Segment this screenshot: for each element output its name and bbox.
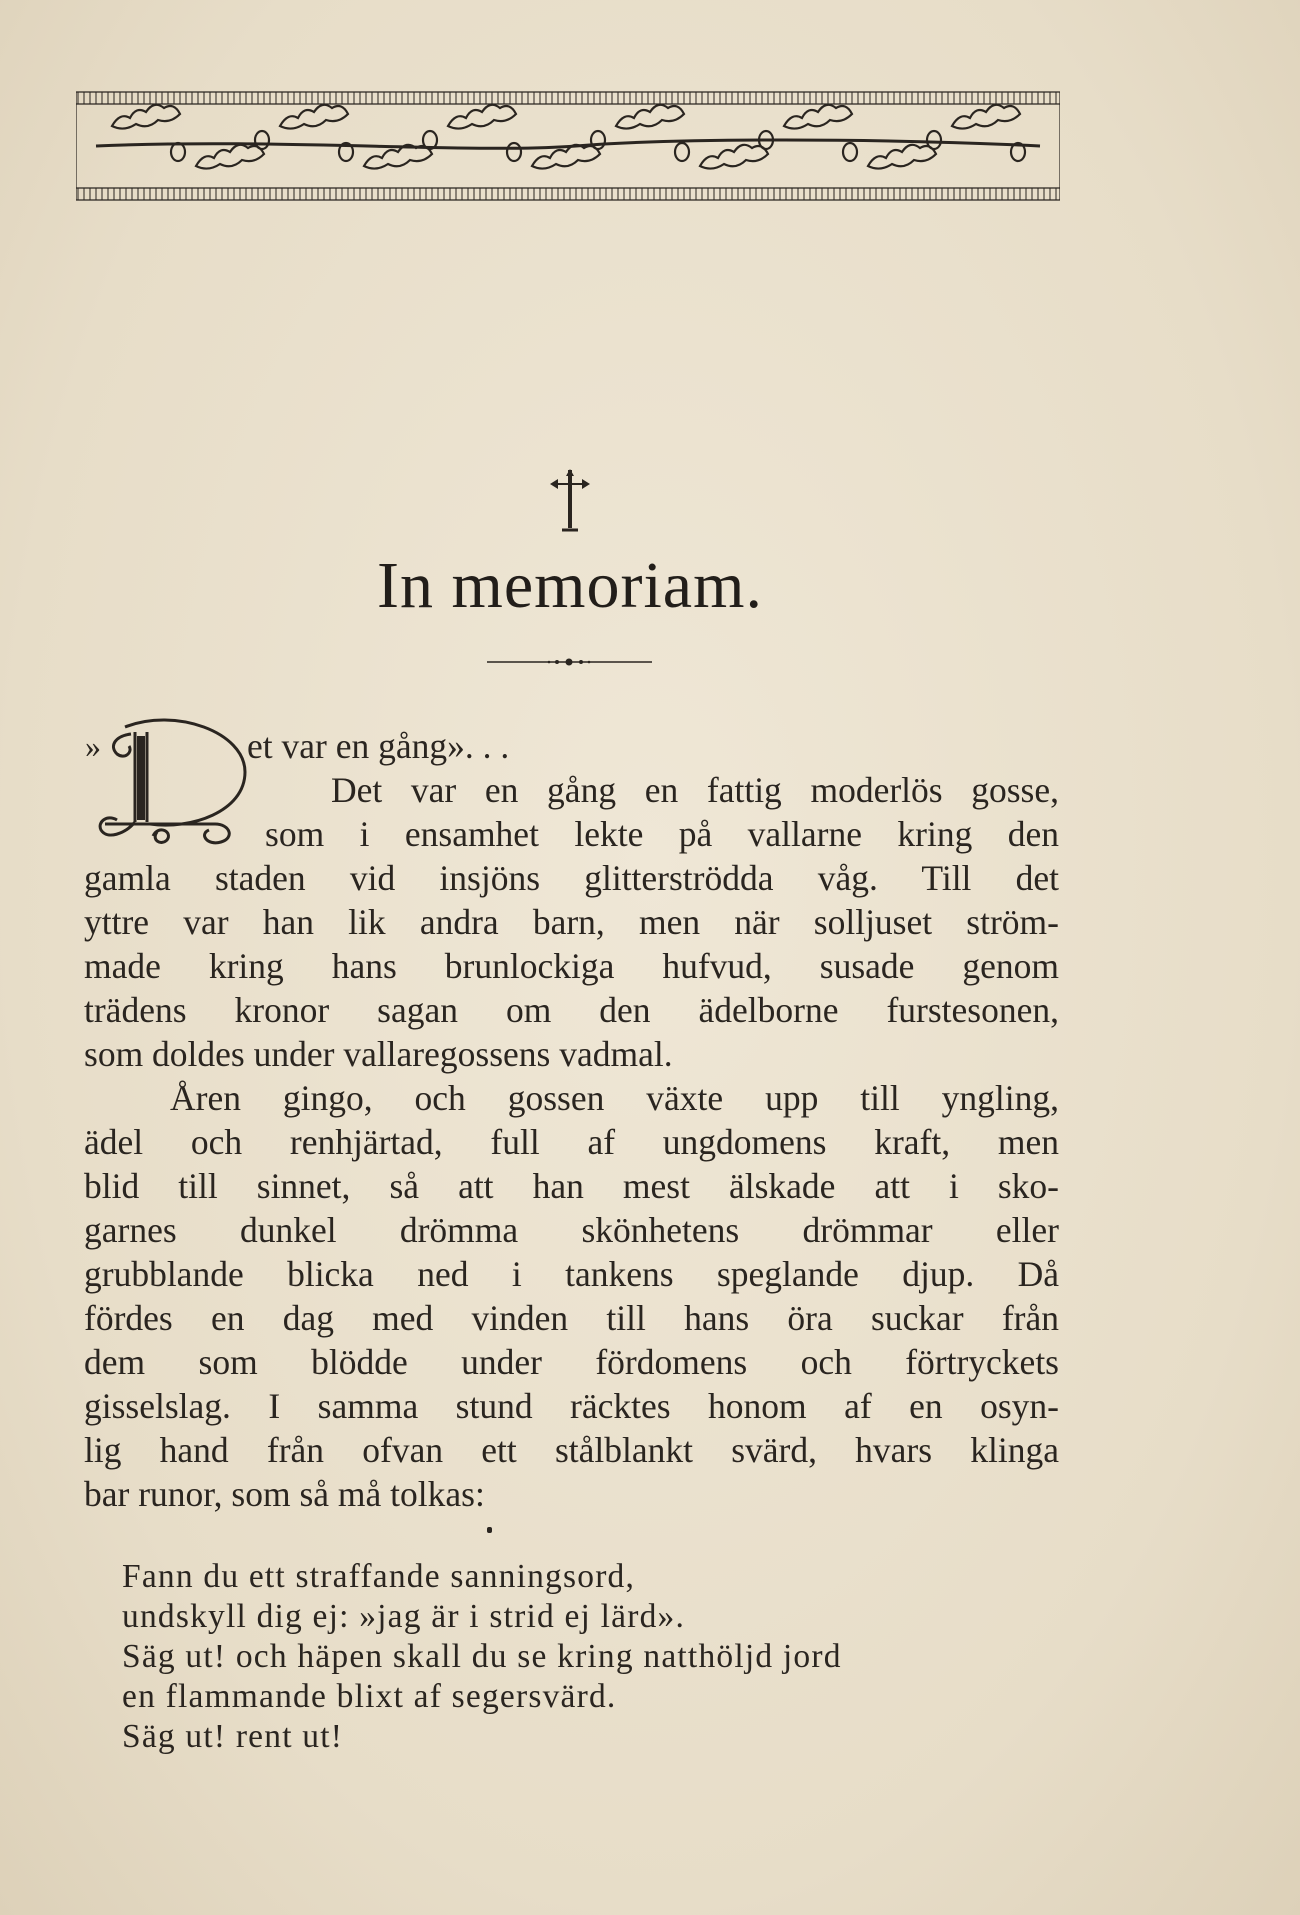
verse-line: en flammande blixt af segersvärd. <box>122 1678 617 1715</box>
text-line: gisselslag. I samma stund räcktes honom af en osyn- <box>84 1386 1059 1426</box>
oak-leaf-icon <box>952 105 1025 161</box>
first-line: et var en gång». . . <box>247 726 510 766</box>
divider-ornament-icon <box>487 657 652 667</box>
verse-marker <box>487 1527 492 1533</box>
oak-leaf-icon <box>784 105 857 161</box>
oak-leaf-icon <box>700 131 773 169</box>
text-line: fördes en dag med vinden till hans öra suckar från <box>84 1298 1059 1338</box>
text-line: Åren gingo, och gossen växte upp till yngling, <box>170 1078 1059 1118</box>
oak-leaf-icon <box>532 131 605 169</box>
text-line: dem som blödde under fördomens och förtryckets <box>84 1342 1059 1382</box>
text-line: som doldes under vallaregossens vadmal. <box>84 1034 673 1074</box>
dropcap-D-icon <box>95 712 265 847</box>
cross-icon <box>548 468 592 532</box>
verse-line: Säg ut! rent ut! <box>122 1718 344 1755</box>
oak-leaf-icon <box>364 131 437 169</box>
verse-line: Fann du ett straffande sanningsord, <box>122 1558 636 1595</box>
text-line: bar runor, som så må tolkas: <box>84 1474 485 1514</box>
oak-leaf-icon <box>448 105 521 161</box>
oak-leaf-icon <box>112 105 185 161</box>
opening-quote: » <box>85 728 101 764</box>
oak-leaf-icon <box>196 131 269 169</box>
verse-line: Säg ut! och häpen skall du se kring natthöljd jord <box>122 1638 842 1675</box>
page-title: In memoriam. <box>377 549 763 622</box>
oak-leaf-band-icon <box>76 90 1060 202</box>
text-line: Det var en gång en fattig moderlös gosse, <box>331 770 1059 810</box>
text-line: garnes dunkel drömma skönhetens drömmar eller <box>84 1210 1059 1250</box>
text-line: ädel och renhjärtad, full af ungdomens kraft, men <box>84 1122 1059 1162</box>
text-line: blid till sinnet, så att han mest älskade att i sko- <box>84 1166 1059 1206</box>
text-line: lig hand från ofvan ett stålblankt svärd, hvars klinga <box>84 1430 1059 1470</box>
oak-leaf-icon <box>280 105 353 161</box>
text-line: made kring hans brunlockiga hufvud, susade genom <box>84 946 1059 986</box>
verse-line: undskyll dig ej: »jag är i strid ej lärd». <box>122 1598 686 1635</box>
text-line: som i ensamhet lekte på vallarne kring den <box>265 814 1059 854</box>
text-line: yttre var han lik andra barn, men när solljuset ström- <box>84 902 1059 942</box>
text-line: trädens kronor sagan om den ädelborne furstesonen, <box>84 990 1059 1030</box>
text-line: grubblande blicka ned i tankens speglande djup. Då <box>84 1254 1059 1294</box>
oak-leaf-icon <box>616 105 689 161</box>
oak-leaf-icon <box>868 131 941 169</box>
text-line: gamla staden vid insjöns glitterströdda våg. Till det <box>84 858 1059 898</box>
